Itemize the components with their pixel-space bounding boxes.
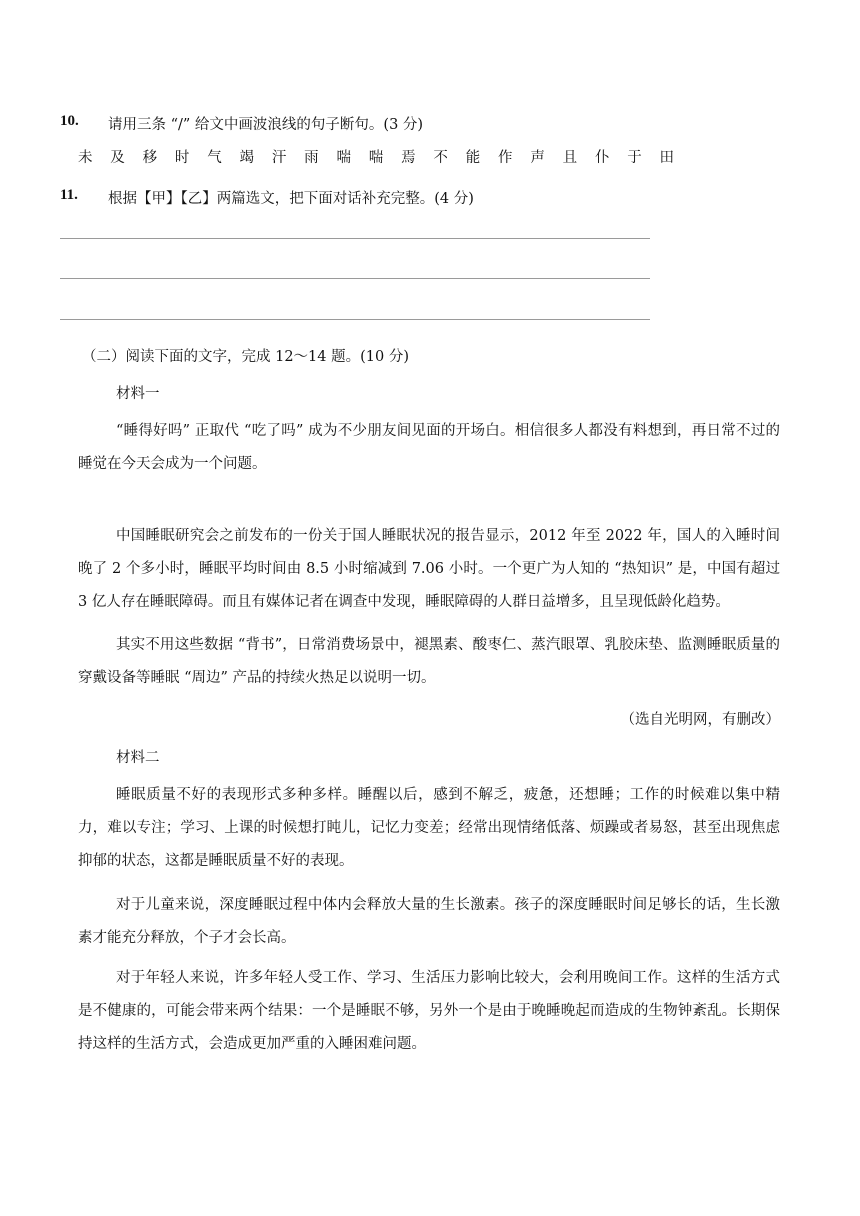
answer-line-1[interactable] <box>60 238 650 239</box>
material-1-title: 材料一 <box>116 386 160 402</box>
material-2-paragraph-2: 对于儿童来说，深度睡眠过程中体内会释放大量的生长激素。孩子的深度睡眠时间足够长的话，生长激素才能充分释放，个子才会长高。 <box>78 897 780 946</box>
question-10-prompt: 请用三条 “/” 给文中画波浪线的句子断句。(3 分) <box>108 117 424 133</box>
material-2-paragraph-3: 对于年轻人来说，许多年轻人受工作、学习、生活压力影响比较大，会利用晚间工作。这样的生活方式是不健康的，可能会带来两个结果：一个是睡眠不够，另外一个是由于晚睡晚起而造成的生物钟紊乱。长期保持这样的生活方式，会造成更加严重的入睡困难问题。 <box>78 970 780 1052</box>
material-2-title: 材料二 <box>116 750 160 766</box>
material-1-source: （选自光明网，有删改） <box>620 712 780 728</box>
material-2-paragraph-1: 睡眠质量不好的表现形式多种多样。睡醒以后，感到不解乏，疲惫，还想睡；工作的时候难以集中精力，难以专注；学习、上课的时候想打盹儿，记忆力变差；经常出现情绪低落、烦躁或者易怒，甚至出现焦虑抑郁的状态，这都是睡眠质量不好的表现。 <box>78 787 780 869</box>
material-1-paragraph-1: “睡得好吗” 正取代 “吃了吗” 成为不少朋友间见面的开场白。相信很多人都没有料想到，再日常不过的睡觉在今天会成为一个问题。 <box>78 423 780 472</box>
question-10-number: 10. <box>60 113 79 129</box>
material-1-paragraph-2: 中国睡眠研究会之前发布的一份关于国人睡眠状况的报告显示，2012 年至 2022 年，国人的入睡时间晚了 2 个多小时，睡眠平均时间由 8.5 小时缩减到 7.06 小时。一个更广为人知的 “热知识” 是，中国有超过 3 亿人存在睡眠障碍。而且有媒体记者在调查中发现，睡眠障碍的人群日益增多，且呈现低龄化趋势。 <box>78 528 780 610</box>
material-1-paragraph-3: 其实不用这些数据 “背书”，日常消费场景中，褪黑素、酸枣仁、蒸汽眼罩、乳胶床垫、监测睡眠质量的穿戴设备等睡眠 “周边” 产品的持续火热足以说明一切。 <box>78 637 780 686</box>
section-2-heading: （二）阅读下面的文字，完成 12～14 题。(10 分) <box>82 349 409 365</box>
answer-line-3[interactable] <box>60 319 650 320</box>
question-11-prompt: 根据【甲】【乙】两篇选文，把下面对话补充完整。(4 分) <box>108 191 474 207</box>
answer-line-2[interactable] <box>60 278 650 279</box>
question-10-sentence: 未 及 移 时 气 竭 汗 雨 喘 喘 焉 不 能 作 声 且 仆 于 田 <box>78 150 681 166</box>
question-11-number: 11. <box>60 187 78 203</box>
